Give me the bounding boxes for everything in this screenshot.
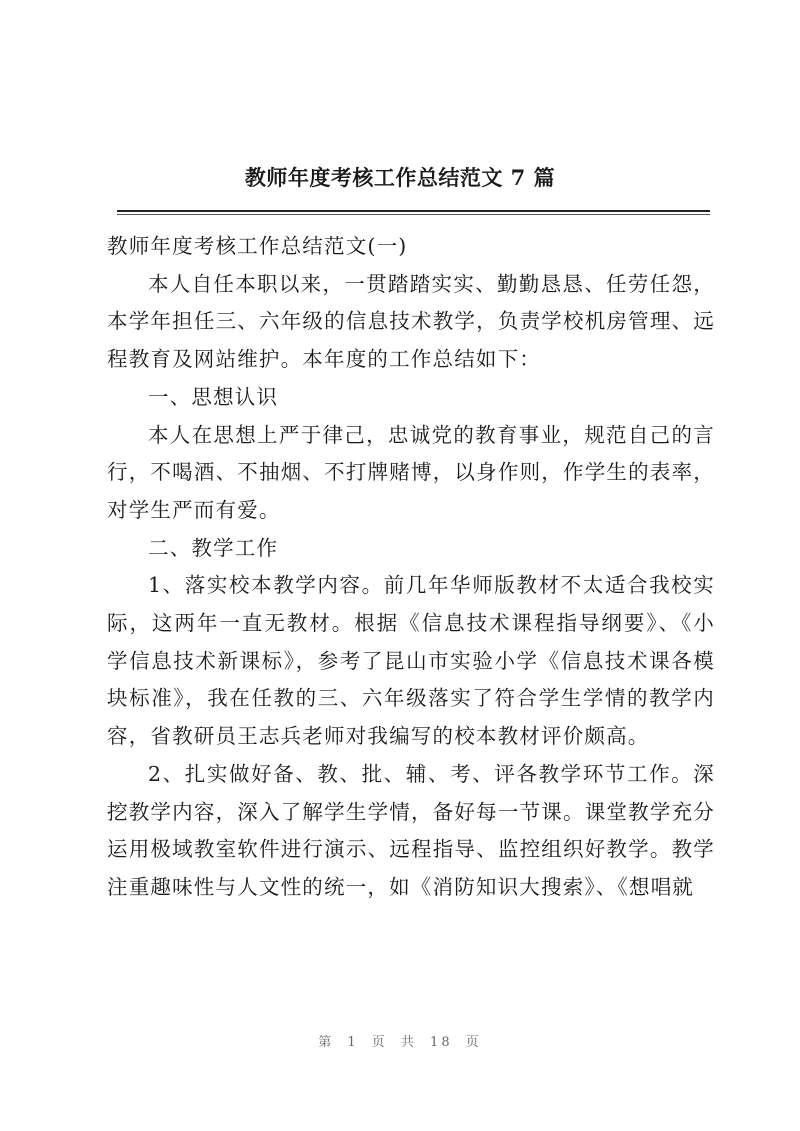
page-title: 教师年度考核工作总结范文 7 篇 — [244, 165, 556, 190]
heading-ideology: 一、思想认识 — [148, 384, 279, 409]
paragraph-teaching-1: 1、落实校本教学内容。前几年华师版教材不太适合我校实际，这两年一直无教材。根据《信息技术课程指导纲要》、《小学信息技术新课标》，参考了昆山市实验小学《信息技术课各模块标准》，我在任教的三、六年级落实了符合学生学情的教学内容，省教研员王志兵老师对我编写的校本教材评价颇高。 — [107, 573, 715, 749]
title-divider-thin — [117, 214, 710, 215]
document-body — [107, 228, 715, 907]
heading-teaching: 二、教学工作 — [148, 535, 279, 560]
paragraph-ideology: 本人在思想上严于律己，忠诚党的教育事业，规范自己的言行，不喝酒、不抽烟、不打牌赌博，以身作则，作学生的表率，对学生严而有爱。 — [107, 422, 715, 522]
paragraph-teaching-2: 2、扎实做好备、教、批、辅、考、评各教学环节工作。深挖教学内容，深入了解学生学情，备好每一节课。课堂教学充分运用极域教室软件进行演示、远程指导、监控组织好教学。教学注重趣味性与人文性的统一，如《消防知识大搜索》、《想唱就 — [107, 761, 715, 899]
title-divider — [117, 210, 710, 212]
page-number: 第 1 页 共 18 页 — [318, 1035, 482, 1050]
paragraph-intro: 本人自任本职以来，一贯踏踏实实、勤勤恳恳、任劳任怨，本学年担任三、六年级的信息技术教学，负责学校机房管理、远程教育及网站维护。本年度的工作总结如下： — [107, 271, 715, 372]
section-subtitle: 教师年度考核工作总结范文(一) — [107, 234, 408, 258]
